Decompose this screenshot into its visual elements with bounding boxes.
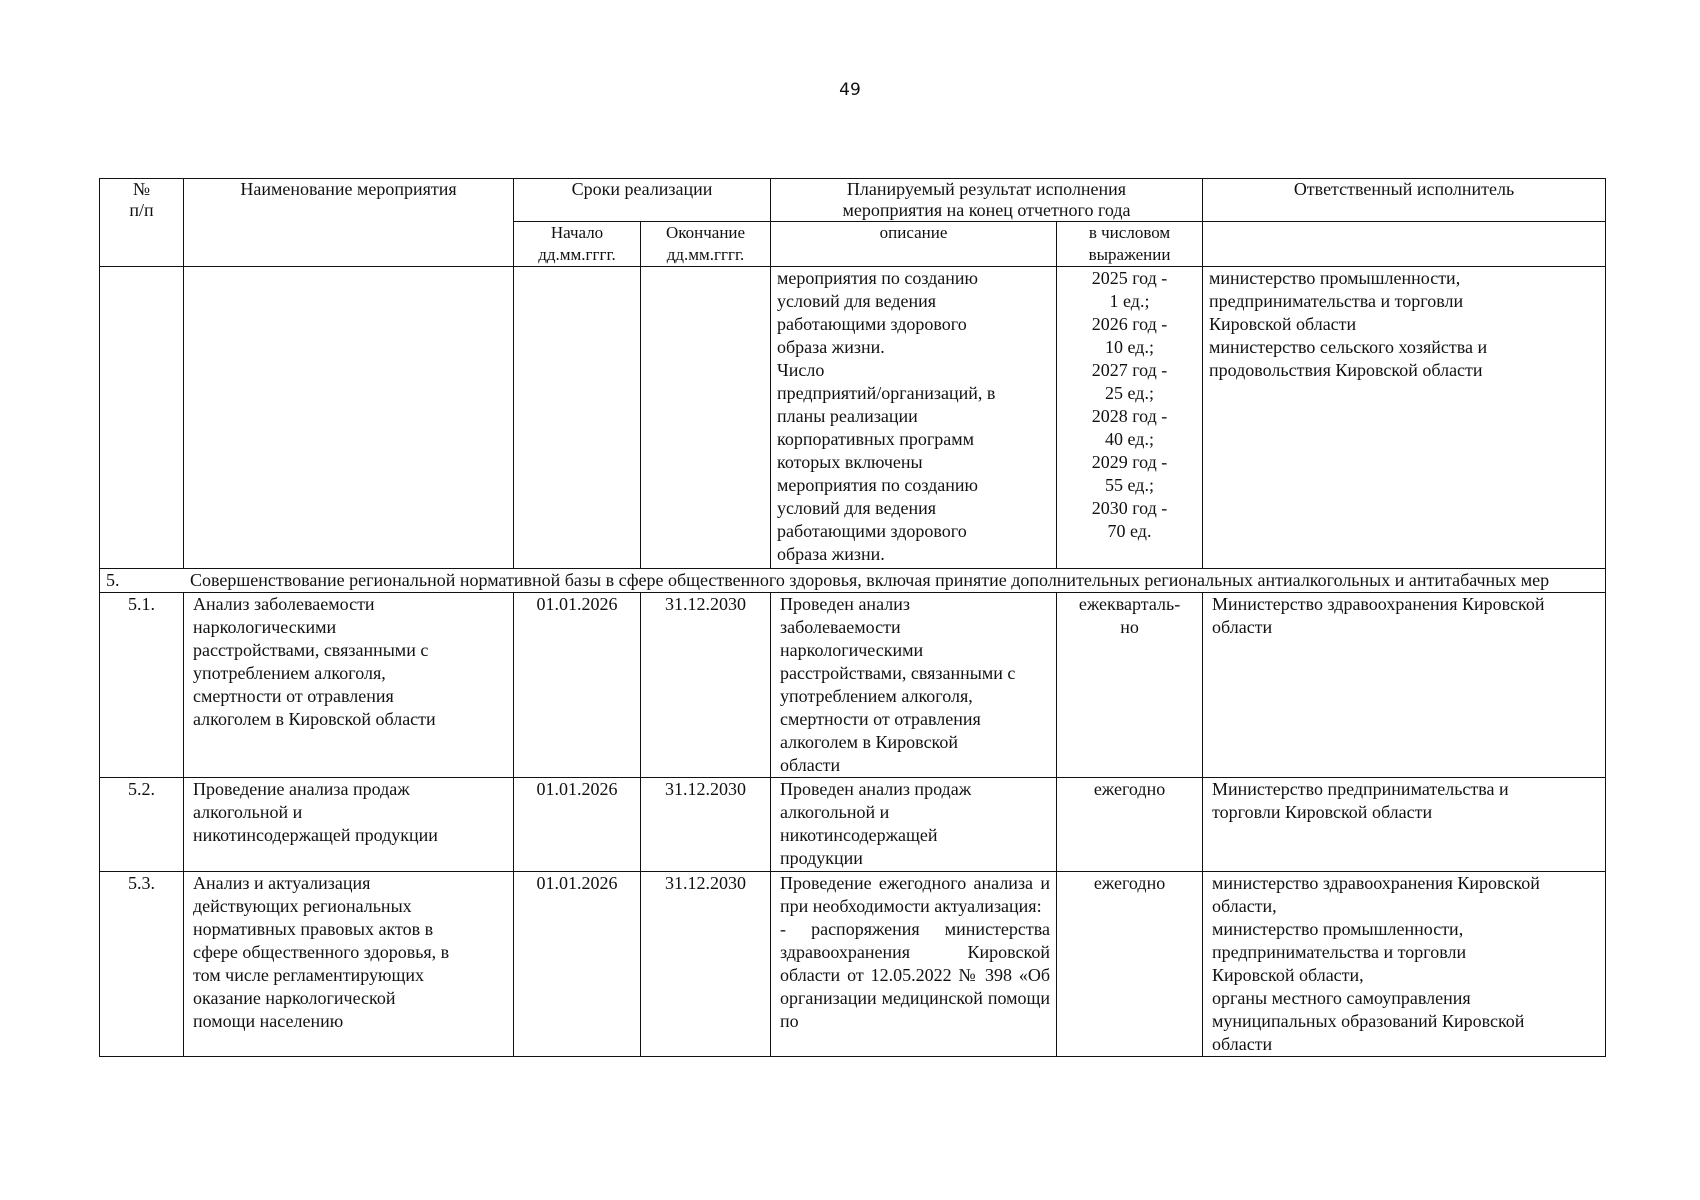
header-empty-cell <box>1203 222 1606 267</box>
cell-responsible: министерство промышленности, предпринимательства и торговли Кировской области министерство сельского хозяйства и продовольствия Кировской области <box>1203 267 1606 569</box>
cell-numeric: ежекварталь- но <box>1057 593 1203 778</box>
header-name: Наименование мероприятия <box>184 179 514 267</box>
cell-num: 5.1. <box>100 593 184 778</box>
table-row <box>100 778 1606 872</box>
page-number: 49 <box>839 80 861 100</box>
cell-name <box>184 267 514 569</box>
table-row-continuation <box>100 267 1606 569</box>
cell-description: мероприятия по созданию условий для ведения работающими здорового образа жизни. Число предприятий/организаций, в планы реализации корпоративных программ которых включены мероприятия по созданию условий для ведения работающими здорового образа жизни. <box>771 267 1057 569</box>
cell-name: Анализ заболеваемости наркологическими расстройствами, связанными с употреблением алкоголя, смертности от отравления алкоголем в Кировской области <box>184 593 514 778</box>
cell-start: 01.01.2026 <box>514 778 641 872</box>
cell-name: Проведение анализа продаж алкогольной и никотинсодержащей продукции <box>184 778 514 872</box>
header-responsible: Ответственный исполнитель <box>1203 179 1606 222</box>
cell-numeric: ежегодно <box>1057 778 1203 872</box>
header-terms: Сроки реализации <box>514 179 771 222</box>
cell-responsible: Министерство предпринимательства и торговли Кировской области <box>1203 778 1606 872</box>
header-num: № п/п <box>100 179 184 267</box>
header-end: Окончание дд.мм.гггг. <box>641 222 771 267</box>
cell-responsible: министерство здравоохранения Кировской области, министерство промышленности, предпринимательства и торговли Кировской области, органы местного самоуправления муниципальных образований Кировской области <box>1203 872 1606 1057</box>
header-description: описание <box>771 222 1057 267</box>
section-row <box>100 569 1606 593</box>
cell-numeric: ежегодно <box>1057 872 1203 1057</box>
cell-start: 01.01.2026 <box>514 872 641 1057</box>
cell-description: Проведение ежегодного анализа и при необходимости актуализация: - распоряжения министерства здравоохранения Кировской области от 12.05.2022 № 398 «Об организации медицинской помощи по <box>771 872 1057 1057</box>
cell-num <box>100 267 184 569</box>
header-result: Планируемый результат исполнения мероприятия на конец отчетного года <box>771 179 1203 222</box>
cell-description: Проведен анализ продаж алкогольной и никотинсодержащей продукции <box>771 778 1057 872</box>
cell-description: Проведен анализ заболеваемости наркологическими расстройствами, связанными с употреблением алкоголя, смертности от отравления алкоголем в Кировской области <box>771 593 1057 778</box>
cell-start: 01.01.2026 <box>514 593 641 778</box>
header-row-1 <box>100 179 1606 222</box>
cell-num: 5.3. <box>100 872 184 1057</box>
table-row <box>100 872 1606 1057</box>
header-start: Начало дд.мм.гггг. <box>514 222 641 267</box>
section-title: Совершенствование региональной нормативной базы в сфере общественного здоровья, включая принятие дополнительных региональных антиалкогольных и антитабачных мер <box>190 570 1550 590</box>
cell-end: 31.12.2030 <box>641 593 771 778</box>
cell-end <box>641 267 771 569</box>
cell-start <box>514 267 641 569</box>
table-row <box>100 593 1606 778</box>
section-number: 5. <box>106 570 120 590</box>
header-numeric: в числовом выражении <box>1057 222 1203 267</box>
cell-responsible: Министерство здравоохранения Кировской области <box>1203 593 1606 778</box>
cell-num: 5.2. <box>100 778 184 872</box>
cell-end: 31.12.2030 <box>641 778 771 872</box>
measures-table <box>99 178 1606 1057</box>
cell-numeric: 2025 год - 1 ед.; 2026 год - 10 ед.; 2027 год - 25 ед.; 2028 год - 40 ед.; 2029 год - 55 ед.; 2030 год - 70 ед. <box>1057 267 1203 569</box>
cell-name: Анализ и актуализация действующих региональных нормативных правовых актов в сфере общественного здоровья, в том числе регламентирующих оказание наркологической помощи населению <box>184 872 514 1057</box>
section-cell <box>100 569 1606 593</box>
cell-end: 31.12.2030 <box>641 872 771 1057</box>
